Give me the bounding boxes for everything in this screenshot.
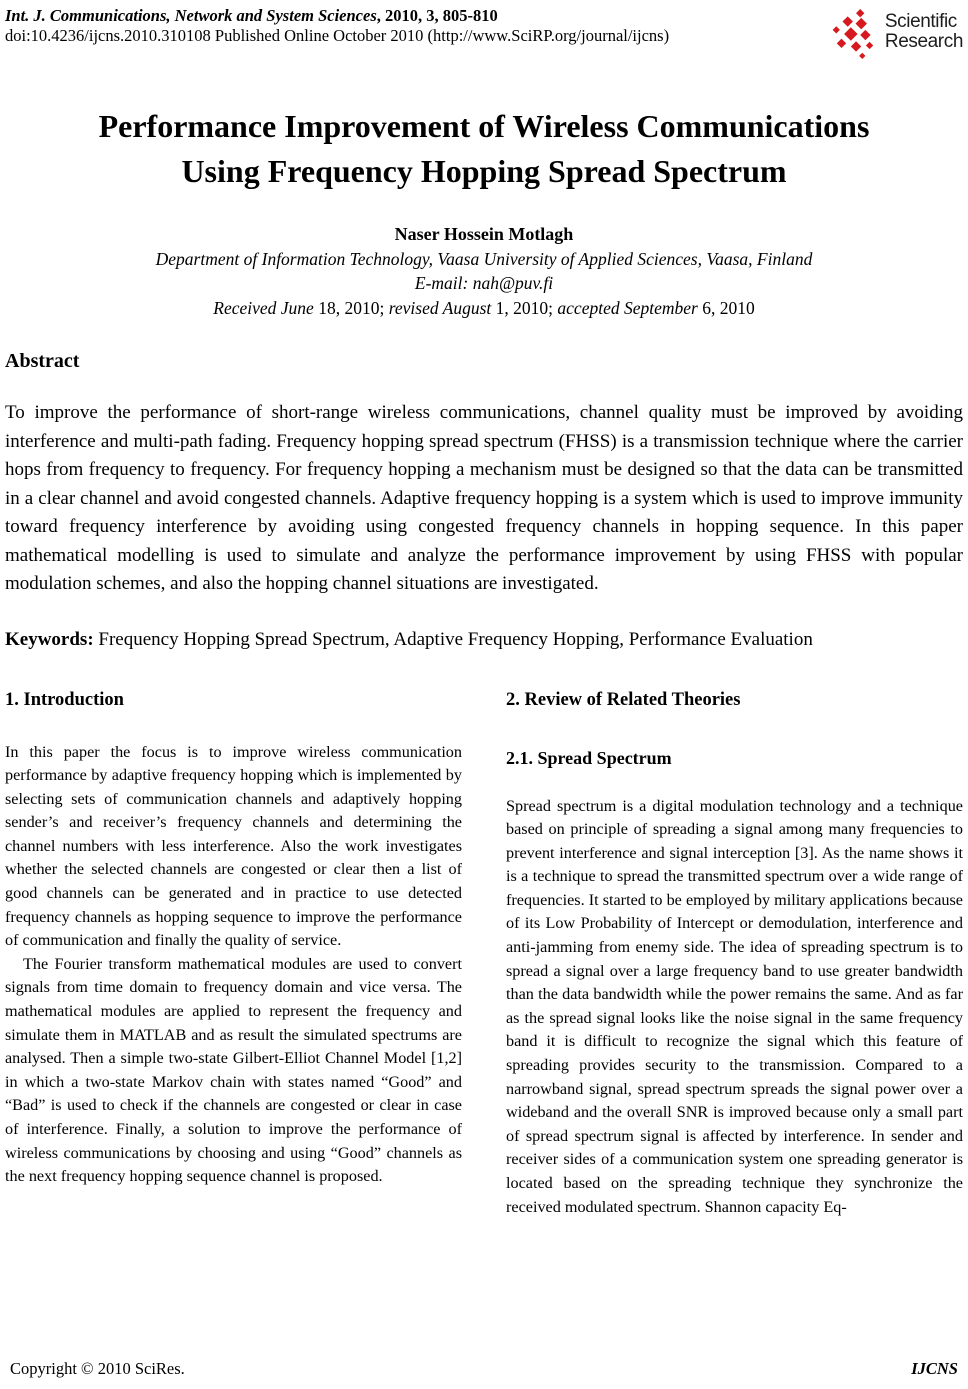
- logo-wordmark: [885, 12, 963, 52]
- author-block: [5, 222, 963, 320]
- keywords-line: [5, 627, 963, 653]
- journal-issue: , 2010, 3, 805-810: [376, 6, 498, 25]
- keywords-text: Frequency Hopping Spread Spectrum, Adaptive Frequency Hopping, Performance Evaluation: [93, 628, 813, 650]
- spread-spectrum-paragraph: Spread spectrum is a digital modulation technology and a technique based on principle of spreading a signal among many frequencies to prevent interference and signal interception [3]. As the name shows it is a technique to spread the transmitted spectrum over a wide range of frequencies. It started to be employed by military applications because of its Low Probability of Intercept or demodulation, interference and anti-jamming from enemy side. The idea of spreading spectrum is to spread a signal over a large frequency band to use greater bandwidth than the data bandwidth while the power remains the same. And as far as the spread signal looks like the noise signal in the same frequency band it is difficult to recognize the signal which this feature of spreading provides security to the transmission. Compared to a narrowband signal, spread spectrum spreads the signal power over a wideband and the overall SNR is improved because only a small part of spread spectrum signal is affected by interference. In sender and receiver sides of a communication system one spreading generator is located based on the spreading technique they synchronize the received modulated spectrum. Shannon capacity Eq-: [506, 796, 963, 1216]
- journal-citation-line: [5, 6, 669, 26]
- abstract-heading: Abstract: [5, 350, 80, 372]
- introduction-paragraph-2: The Fourier transform mathematical modules are used to convert signals from time domain to frequency domain and vice versa. The mathematical modules are applied to represent the frequency and simulate them in MATLAB and as result the simulated spectrums are analysed. Then a simple two-state Gilbert-Elliot Channel Model [1,2] in which a two-state Markov chain with states named “Good” and “Bad” is used to check if the channels are congested or clear in case of interference. Finally, a solution to improve the performance of wireless communications by choosing and using “Good” channels as the next frequency hopping sequence channel is proposed.: [5, 954, 462, 1186]
- doi-line: doi:10.4236/ijcns.2010.310108 Published Online October 2010 (http://www.SciRP.org/journal/ijcns): [5, 26, 670, 45]
- scientific-research-logo: [829, 8, 963, 60]
- journal-abbreviation: IJCNS: [911, 1359, 958, 1378]
- revised-label: revised August: [388, 297, 492, 318]
- paper-title-line1: Performance Improvement of Wireless Communications: [98, 108, 870, 144]
- right-column: [506, 689, 963, 1220]
- accepted-date: 6, 2010: [697, 297, 755, 318]
- section-heading-review: 2. Review of Related Theories: [506, 689, 741, 710]
- copyright-notice: Copyright © 2010 SciRes.: [10, 1359, 185, 1378]
- introduction-paragraph-1: In this paper the focus is to improve wireless communication performance by adaptive frequency hopping which is implemented by selecting sets of communication channels and adaptively hopping sender’s and receiver’s frequency channels and determining the channel numbers with less interference. Also the work investigates whether the selected channels are congested or clear then a list of good channels can be generated and in practice to use detected frequency channels as hopping sequence to improve the performance of communication and finally the quality of service.: [5, 742, 462, 950]
- author-email: E-mail: nah@puv.fi: [414, 273, 554, 293]
- section-heading-introduction: 1. Introduction: [5, 689, 124, 710]
- logo-word-line2: Research: [884, 31, 963, 52]
- revised-date: 1, 2010;: [491, 297, 558, 318]
- keywords-label: Keywords:: [5, 628, 94, 650]
- received-label: Received June: [213, 297, 314, 318]
- page-header: [5, 6, 963, 60]
- two-column-body: [5, 689, 963, 1220]
- journal-citation-block: [5, 6, 669, 46]
- left-column: [5, 689, 462, 1220]
- received-date1: 18, 2010;: [313, 297, 389, 318]
- abstract-body: To improve the performance of short-range wireless communications, channel quality must be improved by avoiding interference and multi-path fading. Frequency hopping spread spectrum (FHSS) is a transmission technique where the carrier hops from frequency to frequency. For frequency hopping a mechanism must be designed so that the data can be transmitted in a clear channel and avoid congested channels. Adaptive frequency hopping is a system which is used to improve immunity toward frequency interference by avoiding using congested frequency channels in hopping sequence. In this paper mathematical modelling is used to simulate and analyze the performance improvement by using FHSS with popular modulation schemes, and also the hopping channel situations are investigated.: [5, 402, 963, 594]
- paper-page: [5, 0, 963, 1389]
- journal-name: Int. J. Communications, Network and System Sciences: [5, 6, 377, 25]
- diamond-cluster-icon: [829, 8, 881, 60]
- author-affiliation: Department of Information Technology, Vaasa University of Applied Sciences, Vaasa, Finland: [155, 248, 813, 269]
- logo-word-line1: Scientific: [884, 11, 957, 32]
- author-name: Naser Hossein Motlagh: [394, 224, 574, 244]
- accepted-label: accepted September: [557, 297, 698, 318]
- subsection-heading-spread-spectrum: 2.1. Spread Spectrum: [506, 747, 672, 768]
- received-line: [5, 296, 963, 321]
- paper-title-line2: Using Frequency Hopping Spread Spectrum: [181, 153, 787, 189]
- paper-title: [5, 104, 963, 194]
- page-footer: [10, 1359, 958, 1379]
